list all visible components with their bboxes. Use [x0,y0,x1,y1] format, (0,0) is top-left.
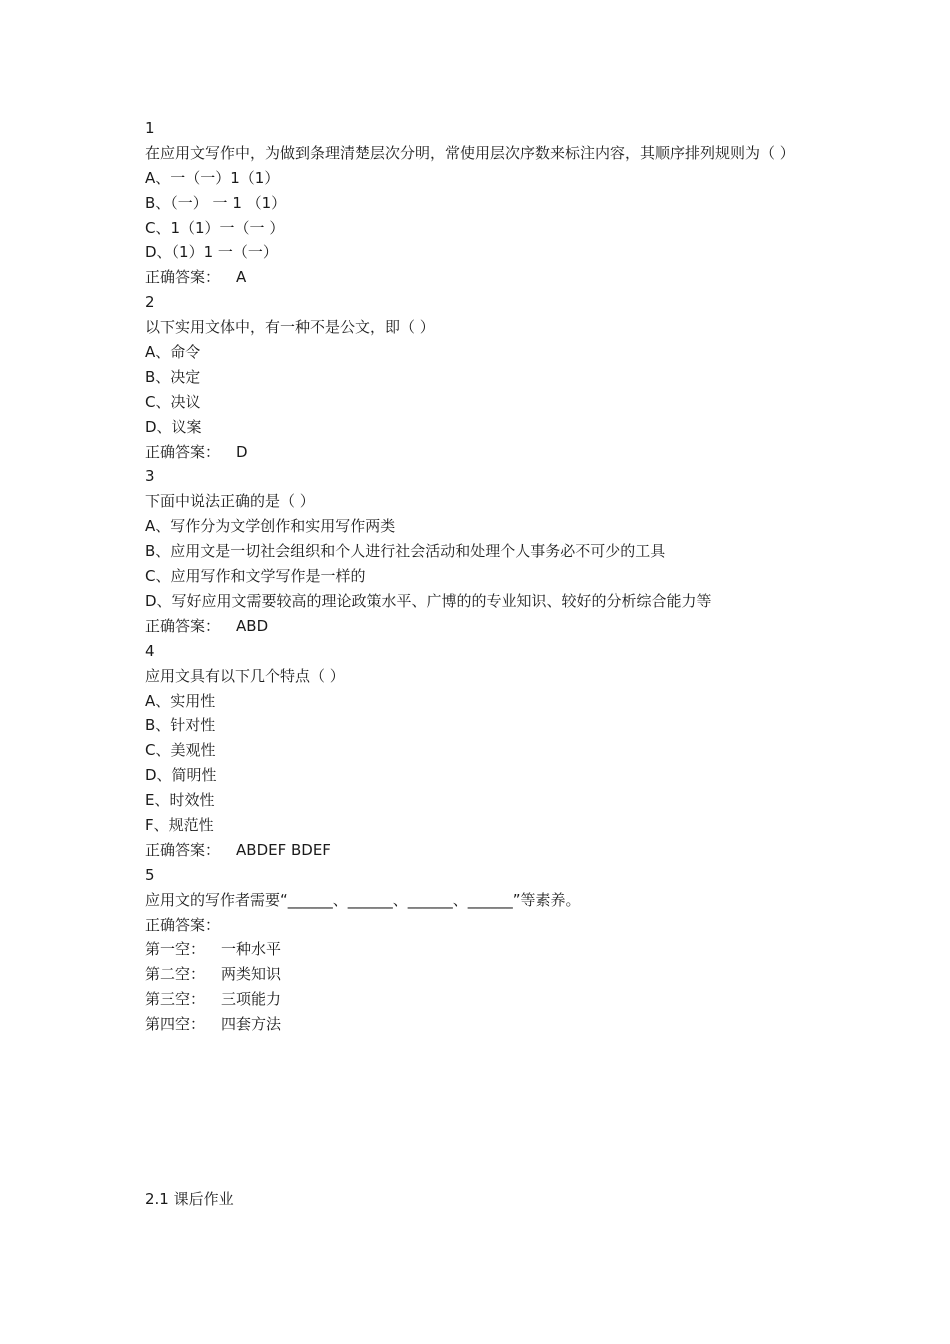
option-d: D、写好应用文需要较高的理论政策水平、广博的的专业知识、较好的分析综合能力等 [145,591,712,610]
answer-label: 正确答案： [145,616,221,635]
answer-label: 正确答案： [145,442,221,461]
blank-value: 一种水平 [221,940,282,959]
question-stem: 在应用文写作中，为做到条理清楚层次分明，常使用层次序数来标注内容，其顺序排列规则为（ ） [145,143,795,162]
option-d: D、简明性 [145,766,217,785]
question-1 [145,116,825,290]
question-4 [145,639,825,863]
blank-value: 四套方法 [221,1015,282,1034]
question-list [145,116,825,1037]
answer-label: 正确答案： [145,840,221,859]
question-number: 2 [145,293,155,312]
option-c: C、美观性 [145,741,216,760]
question-stem: 下面中说法正确的是（ ） [145,492,315,511]
blank-label: 第三空： [145,990,206,1009]
question-number: 3 [145,467,155,486]
option-b: B、针对性 [145,716,216,735]
answer-value: A [236,268,247,287]
question-number: 4 [145,641,155,660]
section-heading: 2.1 课后作业 [145,1190,234,1208]
option-d: D、（1）1 一（一） [145,243,278,262]
option-a: A、实用性 [145,691,216,710]
option-c: C、决议 [145,392,201,411]
answer-value: ABDEF BDEF [236,840,331,859]
answer-line [145,265,825,290]
question-number: 1 [145,119,155,137]
blank-value: 两类知识 [221,965,282,984]
option-b: B、应用文是一切社会组织和个人进行社会活动和处理个人事务必不可少的工具 [145,542,666,561]
blank-2 [145,962,825,987]
blank-4 [145,1012,825,1037]
answer-label: 正确答案： [145,915,221,934]
option-b: B、（一） 一 1 （1） [145,193,287,212]
answer-line [145,838,825,863]
option-c: C、应用写作和文学写作是一样的 [145,567,366,586]
question-5 [145,863,825,1037]
question-stem: 应用文的写作者需要“______、______、______、______”等素养。 [145,890,581,909]
option-a: A、写作分为文学创作和实用写作两类 [145,517,396,536]
blank-value: 三项能力 [221,990,282,1009]
answer-line [145,614,825,639]
question-number: 5 [145,865,155,884]
question-stem: 应用文具有以下几个特点（ ） [145,666,345,685]
option-d: D、议案 [145,417,202,436]
blank-label: 第一空： [145,940,206,959]
option-e: E、时效性 [145,791,215,810]
option-f: F、规范性 [145,815,214,834]
answer-line [145,440,825,465]
answer-value: D [236,442,248,461]
option-c: C、1（1）一（一 ） [145,218,285,237]
blank-label: 第四空： [145,1015,206,1034]
option-a: A、一（一）1（1） [145,168,280,187]
blank-1 [145,937,825,962]
answer-label: 正确答案： [145,268,221,287]
option-a: A、命令 [145,343,201,362]
blank-3 [145,987,825,1012]
blank-label: 第二空： [145,965,206,984]
question-2 [145,290,825,464]
question-3 [145,464,825,638]
option-b: B、决定 [145,367,201,386]
question-stem: 以下实用文体中，有一种不是公文，即（ ） [145,318,435,337]
answer-value: ABD [236,616,269,635]
